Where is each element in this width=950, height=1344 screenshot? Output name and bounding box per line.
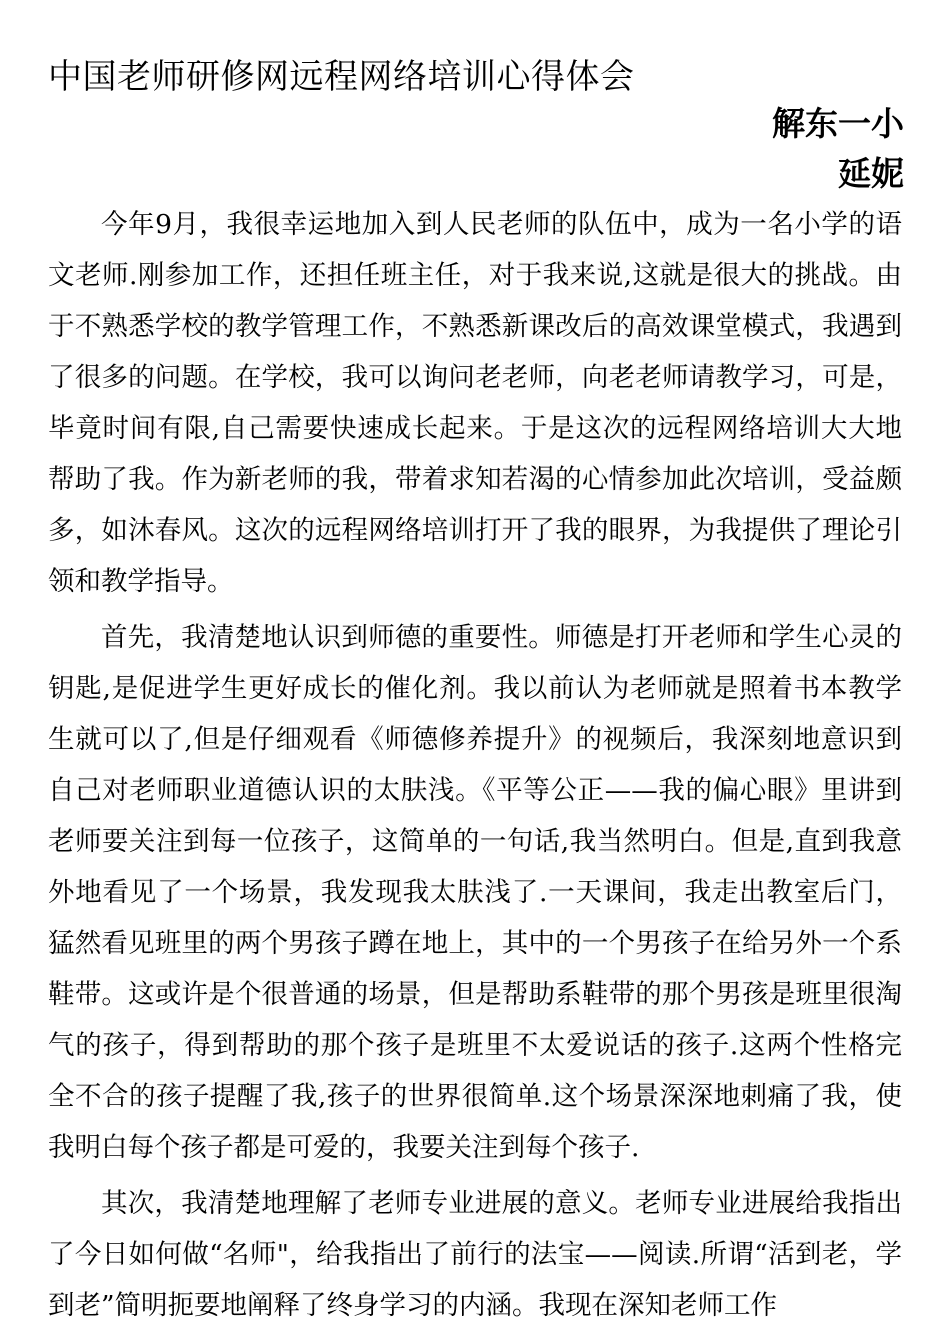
document-title: 中国老师研修网远程网络培训心得体会 — [48, 57, 635, 97]
document-body — [48, 199, 902, 1331]
body-paragraph-3: 其次，我清楚地理解了老师专业进展的意义。老师专业进展给我指出了今日如何做“名师"，给我指出了前行的法宝——阅读.所谓“活到老，学到老”简明扼要地阐释了终身学习的内涵。我现在深知老师工作 — [48, 1188, 902, 1321]
body-paragraph-1: 今年9月，我很幸运地加入到人民老师的队伍中，成为一名小学的语文老师.刚参加工作，还担任班主任，对于我来说,这就是很大的挑战。由于不熟悉学校的教学管理工作，不熟悉新课改后的高效课堂模式，我遇到了很多的问题。在学校，我可以询问老老师，向老老师请教学习，可是，毕竟时间有限,自己需要快速成长起来。于是这次的远程网络培训大大地帮助了我。作为新老师的我，带着求知若渴的心情参加此次培训，受益颇多，如沐春风。这次的远程网络培训打开了我的眼界，为我提供了理论引领和教学指导。 — [48, 209, 902, 597]
author-name: 延妮 — [838, 154, 904, 193]
body-paragraph-2: 首先，我清楚地认识到师德的重要性。师德是打开老师和学生心灵的钥匙,是促进学生更好成长的催化剂。我以前认为老师就是照着书本教学生就可以了,但是仔细观看《师德修养提升》的视频后，我深刻地意识到自己对老师职业道德认识的太肤浅。《平等公正——我的偏心眼》里讲到老师要关注到每一位孩子，这简单的一句话,我当然明白。但是,直到我意外地看见了一个场景，我发现我太肤浅了.一天课间，我走出教室后门，猛然看见班里的两个男孩子蹲在地上，其中的一个男孩子在给另外一个系鞋带。这或许是个很普通的场景，但是帮助系鞋带的那个男孩是班里很淘气的孩子，得到帮助的那个孩子是班里不太爱说话的孩子.这两个性格完全不合的孩子提醒了我,孩子的世界很简单.这个场景深深地刺痛了我，使我明白每个孩子都是可爱的，我要关注到每个孩子. — [48, 622, 902, 1163]
author-school: 解东一小 — [772, 104, 904, 143]
